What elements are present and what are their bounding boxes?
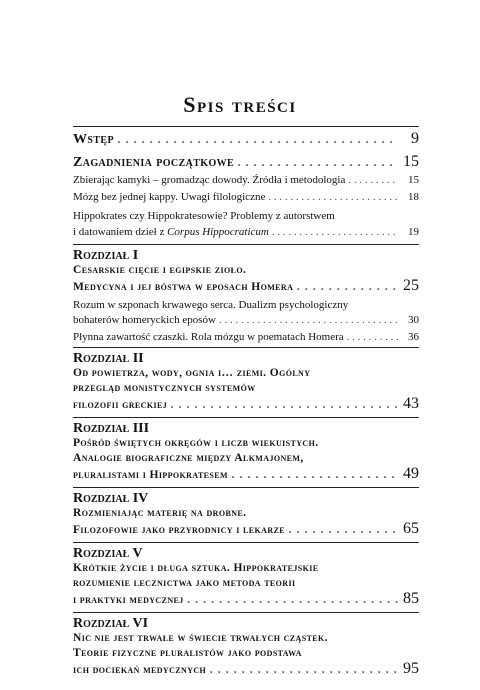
divider — [73, 612, 419, 613]
chapter-title-line: Analogie biograficzne między Alkmajonem, — [73, 452, 304, 464]
chapter-title-line: przegląd monistycznych systemów — [73, 382, 256, 394]
page-number: 49 — [403, 465, 419, 482]
table-of-contents — [73, 126, 419, 678]
toc-entry-zagadnienia[interactable] — [73, 153, 419, 171]
chapter-title-line: i praktyki medycznej — [73, 594, 184, 606]
entry-title: Zagadnienia początkowe — [73, 155, 235, 170]
chapter-title-line: Cesarskie cięcie i egipskie zioło. — [73, 264, 247, 276]
page-title: Spis treści — [183, 92, 297, 117]
chapter-title-line: Rozmieniając materię na drobne. — [73, 507, 247, 519]
divider — [73, 542, 419, 543]
leader-dots — [187, 591, 398, 606]
toc-chapter-5[interactable] — [73, 546, 419, 608]
leader-dots — [347, 331, 398, 343]
leader-dots — [296, 278, 398, 293]
chapter-title-line: Od powietrza, wody, ognia i… ziemi. Ogólny — [73, 367, 311, 379]
leader-dots — [117, 130, 398, 148]
chapter-title-line: Medycyna i jej bóstwa w eposach Homera — [73, 281, 294, 293]
divider — [73, 347, 419, 348]
chapter-title-line: Krótkie życie i długa sztuka. Hippokratejskie — [73, 562, 319, 574]
chapter-label: Rozdział V — [73, 546, 143, 561]
leader-dots — [231, 466, 398, 481]
leader-dots — [288, 521, 398, 536]
toc-subentry[interactable] — [73, 298, 419, 328]
toc-chapter-4[interactable] — [73, 491, 419, 538]
page-number: 15 — [403, 153, 419, 170]
chapter-title-line: pluralistami i Hippokratesem — [73, 469, 228, 481]
page-number: 19 — [408, 226, 419, 238]
leader-dots — [237, 153, 398, 171]
chapter-title-line: ich dociekań medycznych — [73, 664, 207, 676]
toc-subentry[interactable] — [73, 331, 419, 343]
page-number: 95 — [403, 660, 419, 677]
chapter-label: Rozdział II — [73, 351, 144, 366]
page-number: 36 — [408, 331, 419, 343]
entry-title: Wstęp — [73, 132, 115, 147]
divider — [73, 487, 419, 488]
page-number: 18 — [408, 191, 419, 203]
chapter-title-line: rozumienie lecznictwa jako metoda teorii — [73, 577, 296, 589]
leader-dots — [272, 225, 398, 240]
entry-title-line: Rozum w szponach krwawego serca. Dualizm psychologiczny — [73, 299, 349, 311]
page-number: 85 — [403, 590, 419, 607]
page-number: 15 — [408, 174, 419, 186]
leader-dots — [219, 313, 398, 328]
chapter-label: Rozdział III — [73, 421, 150, 436]
toc-chapter-1[interactable] — [73, 248, 419, 295]
leader-dots — [268, 191, 398, 203]
page-number: 9 — [411, 130, 419, 147]
entry-title: Mózg bez jednej kappy. Uwagi filologiczne — [73, 191, 266, 203]
divider — [73, 417, 419, 418]
leader-dots — [209, 661, 398, 676]
chapter-title-line: Teorie fizyczne pluralistów jako podstawa — [73, 647, 302, 659]
leader-dots — [348, 174, 398, 186]
entry-title-line: Hippokrates czy Hippokratesowie? Problemy z autorstwem — [73, 210, 335, 222]
chapter-title-line: Nic nie jest trwałe w świecie trwałych cząstek. — [73, 632, 328, 644]
chapter-label: Rozdział I — [73, 248, 139, 263]
divider — [73, 244, 419, 245]
divider — [73, 126, 419, 127]
toc-subentry[interactable] — [73, 174, 419, 186]
chapter-label: Rozdział VI — [73, 616, 149, 631]
page-number: 43 — [403, 395, 419, 412]
entry-title-line: i datowaniem dzieł z Corpus Hippocraticum — [73, 226, 269, 238]
entry-title-line: bohaterów homeryckich eposów — [73, 314, 216, 326]
toc-chapter-2[interactable] — [73, 351, 419, 413]
page-number: 65 — [403, 520, 419, 537]
toc-chapter-3[interactable] — [73, 421, 419, 483]
page-number: 25 — [403, 277, 419, 294]
toc-subentry[interactable] — [73, 191, 419, 203]
chapter-title-line: filozofii greckiej — [73, 399, 168, 411]
leader-dots — [170, 396, 398, 411]
chapter-title-line: Filozofowie jako przyrodnicy i lekarze — [73, 524, 285, 536]
toc-entry-wstep[interactable] — [73, 130, 419, 148]
entry-title: Płynna zawartość czaszki. Rola mózgu w poematach Homera — [73, 331, 344, 343]
toc-chapter-6[interactable] — [73, 616, 419, 678]
toc-subentry[interactable] — [73, 209, 419, 240]
chapter-title-line: Pośród świętych okręgów i liczb wiekuistych. — [73, 437, 319, 449]
entry-title: Zbierając kamyki – gromadząc dowody. Źródła i metodologia — [73, 174, 346, 186]
page-number: 30 — [408, 314, 419, 326]
chapter-label: Rozdział IV — [73, 491, 149, 506]
